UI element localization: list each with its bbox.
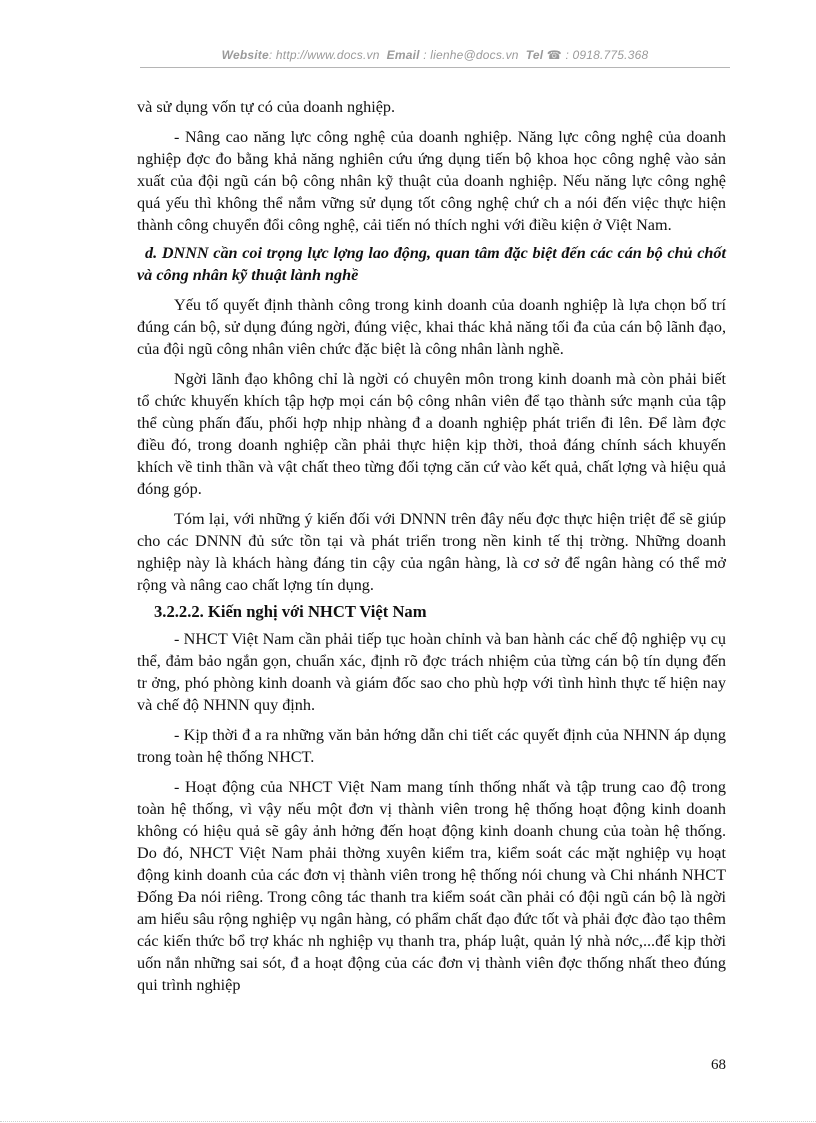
section-heading: 3.2.2.2. Kiến nghị với NHCT Việt Nam [154, 602, 427, 621]
paragraph-tech-capacity: - Nâng cao năng lực công nghệ của doanh nghiệp. Năng lực công nghệ của doanh nghiệp đợc đo bằng khả năng nghiên cứu ứng dụng tiến bộ khoa học công nghệ vào sản xuất của đội ngũ cán bộ công nhân kỹ thuật của doanh nghiệp. Nếu năng lực công nghệ quá yếu thì không thể nắm vững sử dụng tốt công nghệ chứ ch a nói đến việc thực hiện thành công chuyển đổi công nghệ, cải tiến nó thích nghi với điều kiện ở Việt Nam. [137, 128, 726, 234]
page-bottom-edge [0, 1121, 816, 1122]
paragraph-inspection: - Hoạt động của NHCT Việt Nam mang tính thống nhất và tập trung cao độ trong toàn hệ thống, vì vậy nếu một đơn vị thành viên trong hệ thống hoạt động kinh doanh không có hiệu quả sẽ gây ảnh hởng đến hoạt động kinh doanh chung của toàn hệ thống. Do đó, NHCT Việt Nam phải thờng xuyên kiểm tra, kiểm soát các mặt nghiệp vụ hoạt động kinh doanh của các đơn vị thành viên trong hệ thống nói chung và Chi nhánh NHCT Đống Đa nói riêng. Trong công tác thanh tra kiểm soát cần phải có đội ngũ cán bộ là ngời am hiểu sâu rộng nghiệp vụ ngân hàng, có phẩm chất đạo đức tốt và phải đợc đào tạo thêm các kiến thức bổ trợ khác nh nghiệp vụ thanh tra, pháp luật, quản lý nhà nớc,...để kịp thời uốn nắn những sai sót, đ a hoạt động của các đơn vị thành viên đợc thống nhất theo đúng qui trình nghiệp [137, 778, 726, 994]
paragraph-summary: Tóm lại, với những ý kiến đối với DNNN trên đây nếu đợc thực hiện triệt để sẽ giúp cho các DNNN đủ sức tồn tại và phát triển trong nền kinh tế thị trờng. Những doanh nghiệp này là khách hàng đáng tin cậy của ngân hàng, là cơ sở để ngân hàng có thể mở rộng và nâng cao chất lợng tín dụng. [137, 510, 726, 594]
paragraph-leader: Ngời lãnh đạo không chỉ là ngời có chuyên môn trong kinh doanh mà còn phải biết tổ chức khuyến khích tập hợp mọi cán bộ công nhân viên để tạo thành sức mạnh của tập thể cùng phấn đấu, phối hợp nhịp nhàng đ a doanh nghiệp phát triển đi lên. Để làm đợc điều đó, trong doanh nghiệp cần phải thực hiện kịp thời, thoả đáng chính sách khuyến khích về tinh thần và vật chất theo từng đối tợng căn cứ vào kết quả, chất lợng và hiệu quả đóng góp. [137, 370, 726, 498]
paragraph-guidance: - Kịp thời đ a ra những văn bản hớng dẫn chi tiết các quyết định của NHNN áp dụng trong toàn hệ thống NHCT. [137, 726, 726, 766]
email-label: Email [386, 48, 420, 62]
paragraph-nhct-rules: - NHCT Việt Nam cần phải tiếp tục hoàn chỉnh và ban hành các chế độ nghiệp vụ cụ thể, đảm bảo ngắn gọn, chuẩn xác, định rõ đợc trách nhiệm của từng cán bộ tín dụng đến tr ởng, phó phòng kinh doanh và giám đốc sao cho phù hợp với tình hình thực tế hiện nay và chế độ NHNN quy định. [137, 630, 726, 714]
tel-value: ☎ : 0918.775.368 [546, 48, 649, 62]
website-value: : http://www.docs.vn [268, 48, 380, 62]
email-value: : lienhe@docs.vn [423, 48, 519, 62]
page-number: 68 [711, 1057, 726, 1073]
paragraph-continuation: và sử dụng vốn tự có của doanh nghiệp. [137, 98, 396, 116]
website-label: Website [221, 48, 269, 62]
page-body [137, 96, 726, 996]
page-header [140, 48, 730, 62]
header-divider [140, 67, 730, 68]
tel-label: Tel [525, 48, 544, 62]
subheading-d: d. DNNN cần coi trọng lực lợng lao động, quan tâm đặc biệt đến các cán bộ chủ chốt và công nhân kỹ thuật lành nghề [137, 244, 726, 284]
paragraph-key-factor: Yếu tố quyết định thành công trong kinh doanh của doanh nghiệp là lựa chọn bố trí đúng cán bộ, sử dụng đúng ngời, đúng việc, khai thác khả năng tối đa của cán bộ lãnh đạo, của đội ngũ công nhân viên chức đặc biệt là công nhân lành nghề. [137, 296, 726, 358]
